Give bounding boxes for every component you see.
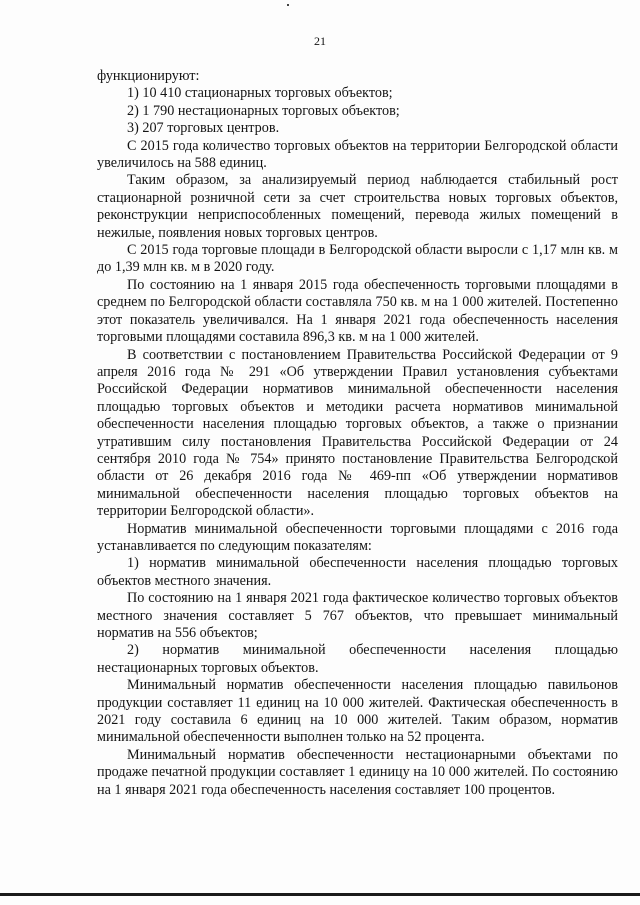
paragraph-conclusion: Таким образом, за анализируемый период наблюдается стабильный рост стационарной розничной сети за счет строительства новых торговых объектов, реконструкции неприспособленных помещений, перевода жилых помещений в нежилые, появления новых торговых центров. xyxy=(97,172,618,241)
paragraph-growth-objects: С 2015 года количество торговых объектов на территории Белгородской области увеличилось на 588 единиц. xyxy=(97,137,618,172)
paragraph-intro: функционируют: xyxy=(97,68,200,84)
paragraph-area-growth: С 2015 года торговые площади в Белгородской области выросли с 1,17 млн кв. м до 1,39 млн кв. м в 2020 году. xyxy=(97,242,618,276)
paragraph-press-kiosks: Минимальный норматив обеспеченности нестационарными объектами по продаже печатной продукции составляет 1 единицу на 10 000 жителей. По состоянию на 1 января 2021 года обеспеченность населения составляет 100 процентов. xyxy=(97,746,618,798)
paragraph-provision: По состоянию на 1 января 2015 года обеспеченность торговыми площадями в среднем по Белгородской области составляла 750 кв. м на 1 000 жителей. Постепенно этот показатель увеличивался. На 1 января 2021 года обеспеченность населения торговыми площадями составила 896,3 кв. м на 1 000 жителей. xyxy=(97,276,618,346)
paragraph-norm-nonstationary: 2) норматив минимальной обеспеченности населения площадью нестационарных торговых объектов. xyxy=(97,642,618,676)
document-body xyxy=(97,68,618,799)
page-number: 21 xyxy=(314,34,326,48)
paragraph-pavilions: Минимальный норматив обеспеченности населения площадью павильонов продукции составляет 11 единиц на 10 000 жителей. Фактическая обеспеченность в 2021 году составила 6 единиц на 10 000 жителей. Таким образом, норматив минимальной обеспеченности выполнен только на 52 процента. xyxy=(97,677,618,746)
list-item-shopping-centers: 3) 207 торговых центров. xyxy=(127,120,280,137)
paragraph-local-status: По состоянию на 1 января 2021 года фактическое количество торговых объектов местного значения составляет 5 767 объектов, что превышает минимальный норматив на 556 объектов; xyxy=(97,590,618,641)
list-item-stationary: 1) 10 410 стационарных торговых объектов; xyxy=(127,85,393,102)
paragraph-regulation: В соответствии с постановлением Правительства Российской Федерации от 9 апреля 2016 года № 291 «Об утверждении Правил установления субъектами Российской Федерации нормативов минимальной обеспеченности населения площадью торговых объектов и методики расчета нормативов минимальной обеспеченности населения площадью торговых объектов, а также о признании утратившим силу постановления Правительства Российской Федерации от 24 сентября 2010 года № 754» принято постановление Правительства Белгородской области от 26 декабря 2016 года № 469-пп «Об утверждении нормативов минимальной обеспеченности населения площадью торговых объектов на территории Белгородской области». xyxy=(97,346,618,520)
scan-edge xyxy=(0,893,640,896)
paragraph-norm-local: 1) норматив минимальной обеспеченности населения площадью торговых объектов местного значения. xyxy=(97,555,618,589)
scan-mark xyxy=(287,4,289,6)
paragraph-norm-intro: Норматив минимальной обеспеченности торговыми площадями с 2016 года устанавливается по следующим показателям: xyxy=(97,520,618,554)
list-item-nonstationary: 2) 1 790 нестационарных торговых объектов; xyxy=(127,102,400,119)
